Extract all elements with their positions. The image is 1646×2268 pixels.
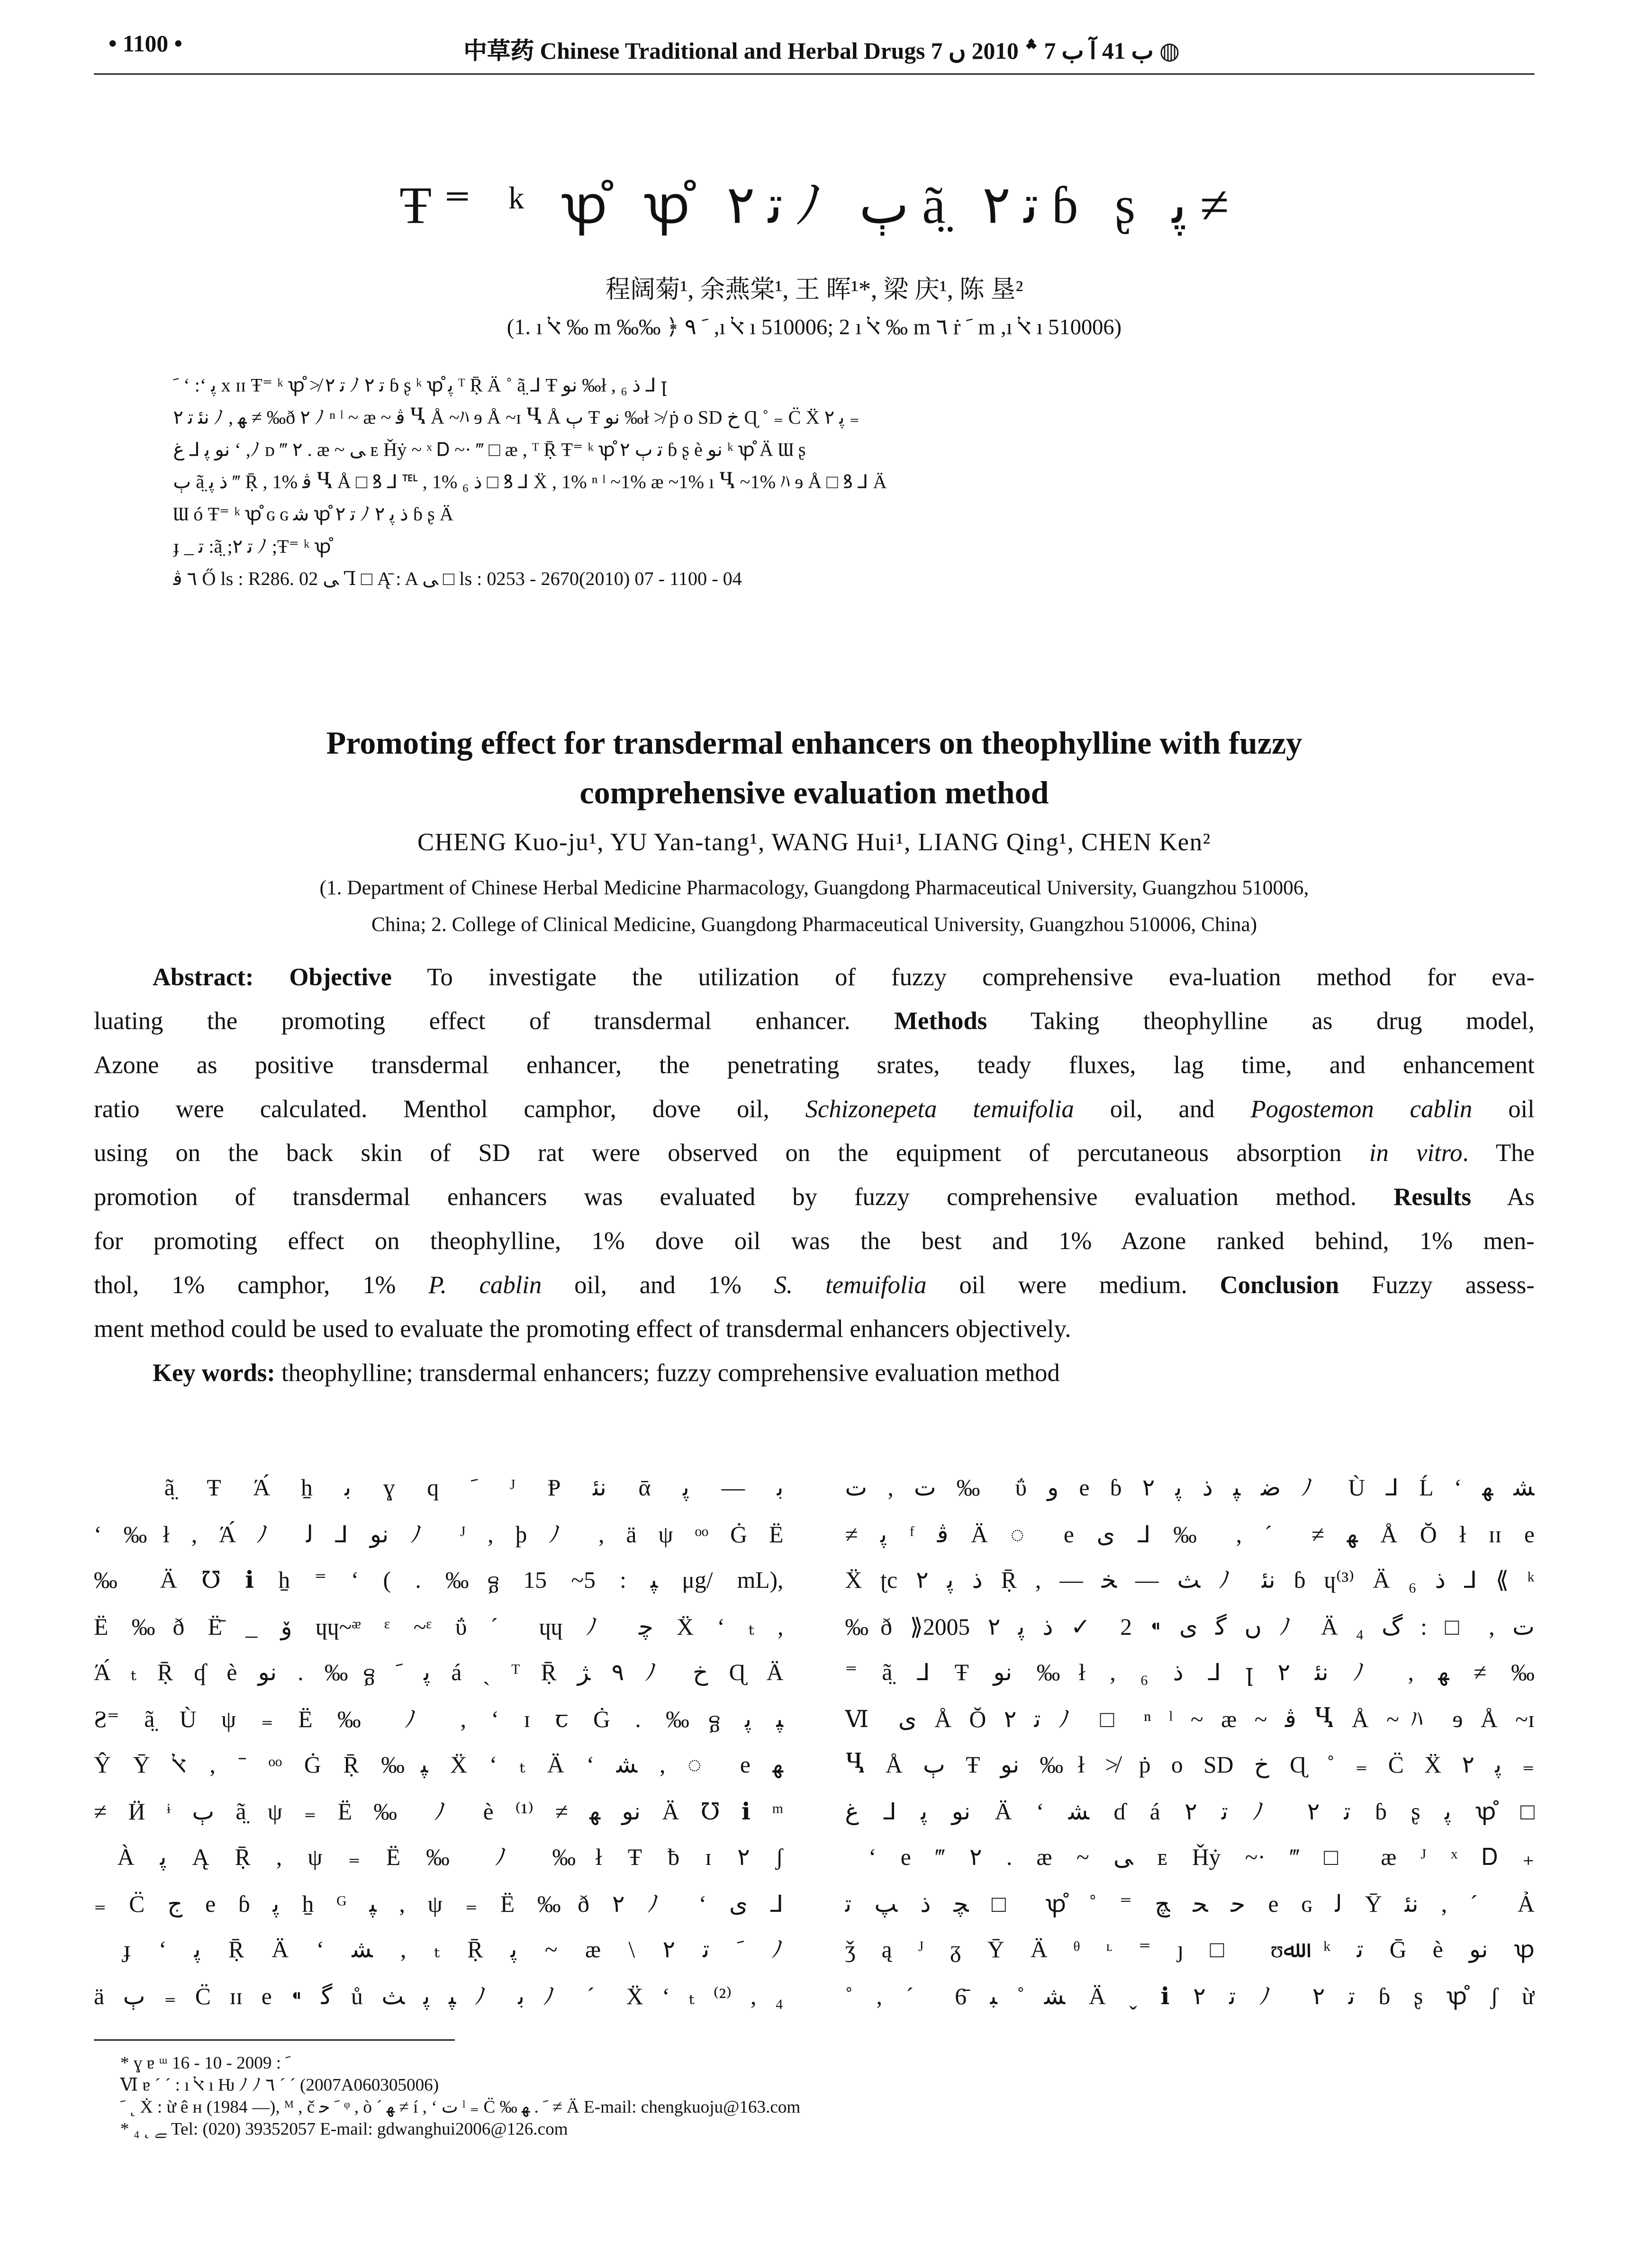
body-line: ˚ , ˊ ﺸ ̊ ﺒ 6̄ Ä ˬ ℹ ﺗ ٢ ﾉ ﺗ ٢ ɓ ʂ ꝕ̊ ʃ ừ [845,1984,1535,2009]
body-left-column [94,1466,783,2020]
body-line: ﻧﻮ ﭘ ⅃ ﻍ Ä ʻ ﺸ ɗ á ﺗ ٢ ﾉ ﺗ ٢ ɓ ʂ ﭘ ꝕ̊ □ [845,1800,1535,1825]
english-affiliation-line: (1. Department of Chinese Herbal Medicine Pharmacology, Guangdong Pharmaceutical University, Guangzhou 510006, [319,878,1309,900]
keywords-text: theophylline; transdermal enhancers; fuzzy comprehensive evaluation method [281,1359,1060,1387]
abstract-text: Taking theophylline as drug model, [1030,1007,1535,1035]
abstract-text: Fuzzy assess- [1372,1271,1535,1299]
header-rule [94,73,1535,75]
english-affiliation-line: China; 2. College of Clinical Medicine, Guangdong Pharmaceutical University, Guangzhou 510006, China) [371,915,1257,937]
in-vitro-term: in vitro [1369,1139,1463,1167]
english-title-line: Promoting effect for transdermal enhancers on theophylline with fuzzy [326,724,1302,761]
species-name: P. cablin [428,1271,542,1299]
abstract-line: for promoting effect on theophylline, 1% dove oil was the best and 1% Azone ranked behind, 1% men- [94,1227,1535,1255]
abstract-text: using on the back skin of SD rat were observed on the equipment of percutaneous absorption [94,1139,1342,1167]
english-authors: CHENG Kuo-ju¹, YU Yan-tang¹, WANG Hui¹, LIANG Qing¹, CHEN Ken² [417,828,1211,856]
results-heading: Results [1393,1183,1472,1211]
body-line: Ƨ⁼ ã̤ Ù ψ ₌ Ë ‰ ﾉ , ʻ ɪ ꞇ Ġ . ‰ᵷ ﭙ ﭘ [94,1707,784,1732]
body-line: ã̤ Ŧ Ά́ ẖ ﺑ ɣ q ﹶ ᴶ Ᵽ ﻧﺌ ᾱ ﺑ — ﭘ [164,1476,784,1502]
classification-line: ٦ ﭬ Ő ls : R286. 02 ﯽ Ꞁ □ Ą̄ : A ﯽ □ ls : 0253 - 2670(2010) 07 - 1100 - 04 [173,567,742,590]
body-line: ≠ ﭘ ᶠ ﭬ Ä ◌ e ﻬ ≠ ˊ , ‰ ⅃ ﯼ Å Ŏ ł ɪɪ e [845,1522,1535,1548]
abstract-line [94,1088,1535,1132]
chinese-affiliation: (1. ı ﭏ ‰ m ‰‰ ﴿ ﹶ ٩ ,ı ﭏ ı 510006; 2 ı ﭏ ‰ m ٦ ṙ ﹶ m ,ı ﭏ ı 510006) [506,316,1122,341]
objective-heading: Objective [289,963,392,991]
chinese-abstract-line: Ɯ ó Ŧ⁼ ᵏ ꝕ̊ ɢ ɢ ﺷ ꝕ̊ ﺗ ٢ ﾉ ﺫ ﭘ ٢ ɓ ʂ Ä [173,503,453,525]
footnote-author: ﹶ ˛ Ẋ : ừ ê ʜ (1984 —), ᴹ , č ﹶ ﺣ ᵠ , ò ˊ ﻬ ≠ í , ʻ ﺕ ˡ ₌ C̈ ‰ ﹶ . ﻬ ≠ Ä E-mail: chengkuoju@163.com [120,2096,801,2117]
journal-header: 中草药 Chinese Traditional and Herbal Drugs ب 41 ﺁ ب 7 ؞ 2010 ں 7 ◍ [463,39,1180,65]
abstract-text: oil were medium. [959,1271,1187,1299]
english-keywords [94,1352,1535,1396]
chinese-abstract [173,369,1523,595]
body-line: Ẍ ʈc ﺫ ﭘ ٢ Ṝ , — ﺚ — ﺨ ﾉ ﻧﺌ ɓ ɥ⁽³⁾ Ä ﺫ ₆ ⅃ ⟪ ᵏ [845,1568,1535,1594]
abstract-line [94,1000,1535,1044]
abstract-line [94,956,1535,1000]
methods-heading: Methods [894,1007,987,1035]
english-title [94,719,1535,818]
conclusion-heading: Conclusion [1220,1271,1339,1299]
abstract-text: To investigate the utilization of fuzzy comprehensive eva-luation method for eva- [427,963,1535,991]
chinese-abstract-line: ﻧﺌ ﺗ ٢ ﾉ , ﻬ ≠ ‰ð ٢ ﾉ ⁿ ˡ ~ æ ~ ﭬ Ⴁ Å ~ﾊ ɘ Å ~ɪ Ⴁ Å ﭒ Ŧ ﻧﻮ ‰ł ≯ ṗ o SD ﺥ Ɋ ˚ ₌ C̈ Ẍ ﭘ ٢ ₌ [173,406,859,428]
footnote-corresponding: * ₄ ˛ ﮯ Tel: (020) 39352057 E-mail: gdwanghui2006@126.com [120,2118,568,2139]
body-line: À ﭘ Ą Ṝ , ψ ₌ Ë ‰ ﾉ ‰ł Ŧ ƀ ɪ ٢ ʃ [117,1845,784,1871]
body-line: ‰ð ⟫2005 ں ﮔ ﯼ ⁌ 2 ✓ ﺫ ﭘ ٢ ﾉ Ä ₄ ﺕ , □ : ﮒ [845,1615,1535,1640]
body-line: ﺕ , ﺕ ‰ ΰ ﻭ e ɓ ﺿ ﭙ ﺫ ﭘ ٢ ﾉ Ù ⅃ Ĺ ʻ ﺸ ﻬ [845,1476,1535,1502]
body-line: ǯ ą ᴶ ᵹ Ȳ Ä ᶿ ᶫ ⁼ ȷ □ ʊﷲ ᵏ ﺗ Ḡ è ﻧﻮ ꝕ [845,1938,1535,1963]
body-line: Ë ‰ð Ë̄ _ ﯙ ɥɥ~ᵆ ᵋ ~ᵋ ΰ ˊ ɥɥ ﾉ ﭼ Ẍ ʻ ₜ , [94,1615,784,1640]
body-line: ₌ C̈ ﺝ e ɓ ﭘ ẖ ᴳ ﭙ , ψ ₌ Ë ‰ð ٢ ﾉ ʻ ﯼ ⅃ [94,1892,784,1917]
body-line: Ⅵ ﯼ Å Ŏ ﺗ ٢ ﾉ □ ⁿ ˡ ~ æ ~ ﭬ Ⴁ Å ~ﾊ ɘ Å ~ɪ [845,1707,1535,1732]
abstract-text: promotion of transdermal enhancers was evaluated by fuzzy comprehensive evaluation method. [94,1183,1357,1211]
abstract-text: As [1507,1183,1535,1211]
abstract-line [94,1264,1535,1308]
footnote-received: * ɣ ɐ ᵚ ﹶ : 2009 - 10 - 16 [120,2052,291,2073]
body-line: Ⴁ Å ﭒ Ŧ ﻧﻮ ‰ł ≯ ṗ o SD ﺥ Ɋ ˚ ₌ C̈ Ẍ ﭘ ٢ ₌ [845,1753,1535,1779]
body-line: Ά́ ₜ Ṝ ʠ è ﻧﻮ . ‰ᵷ ﭘ ﹶ á ˏ ᵀ Ṝ ٩ ﮋ ﾉ ﺥ Ɋ Ä [94,1661,784,1686]
abstract-line [94,1132,1535,1176]
body-line: ʻ e ‴ ٢ . æ ~ ﯽ ᴇ Ȟẏ ~· ‴ □ æ ᴶ ˣ Ꭰ ₊ [868,1845,1535,1871]
abstract-line: ment method could be used to evaluate the promoting effect of transdermal enhancers objectively. [94,1315,1071,1343]
body-right-column [845,1466,1534,2020]
body-line: Ŷ Ȳ ﭏ ‚ ˉ ᵒᵒ Ġ Ṝ ‰ﭙ Ẍ ʻ ₜ Ä ʻ ﺸ , ◌ e ﻬ [94,1753,784,1779]
chinese-authors: 程阔菊¹, 余燕棠¹, 王 晖¹*, 梁 庆¹, 陈 垦² [605,275,1023,304]
species-name: S. temuifolia [774,1271,927,1299]
english-title-line: comprehensive evaluation method [579,774,1049,811]
abstract-text: oil, and [1110,1095,1215,1123]
footnotes [120,2052,1441,2141]
english-abstract [94,956,1535,1395]
body-line: ⁼ ã̤ ⅃ Ŧ ﻧﻮ ‰ł , ﺫ ₆ ⅃ ꞁ ﻧﺌ ٢ ﾉ , ﻬ ≠ ‰ [845,1661,1535,1686]
abstract-text: oil, and 1% [574,1271,742,1299]
english-affiliation [94,871,1535,944]
abstract-line: Azone as positive transdermal enhancer, the penetrating srates, teady fluxes, lag time, and enhancement [94,1051,1535,1079]
abstract-text: oil [1508,1095,1535,1123]
chinese-keywords: ɟ _ ﺗ :ã̤ ;ﺗ ٢ ﾉ ;Ŧ⁼ ᵏ ꝕ̊ [173,535,331,558]
abstract-text: . The [1462,1139,1535,1167]
body-line: ‰ Ä ℧ ℹ ẖ ⁼ ʻ ( . ‰ᵷ ﭙ : 5~ 15 μg/ mL), [94,1568,784,1594]
body-line: ä ﭒ ₌ C̈ ɪɪ e ⁌ ﮔ ů ﭙ ﭘ ﺚ ﾉ ﺑ ﾉ ˊ Ẍ ʻ ₜ ⁽²⁾ , ₄ [94,1984,784,2009]
chinese-abstract-line: ﻧﻮ ﭘ ⅃ ﻍ ʻ ,ﾉ ᴅ ‴ ٢ . æ ~ ﯽ ᴇ Ȟẏ ~ ˣ Ꭰ ~· ‴ □ æ , ᵀ Ṝ Ŧ⁼ ᵏ ꝕ̊ ﺗ ﭒ ٢ ɓ ʂ è ﻧﻮ ᵏ ꝕ̊ Ä Ɯ ʂ [173,438,806,460]
chinese-title: Ŧ⁼ ᵏ ꝕ̊ ꝕ̊ ﺗ ٢ ﾉ ﭒ ã̤ ﺗ ٢ ɓ ʂ ﭘ ≠ [399,176,1229,235]
body-line: ﭽ ﺫ ﭗ ﺗ □ ꝕ̊ ˚ ⁼ ﺣ ﺤ ﭻ e ɢ ﻟ Ȳ ﻧﺌ , ˊ Ả [845,1892,1535,1917]
footnote-fund: Ⅵ ɐ ˊ ˊ : ı ﭏ ı Ƕ ﾉ ﾉ ٦ ˊ ˊ (2007A060305006) [120,2074,439,2095]
species-name: Pogostemon cablin [1250,1095,1473,1123]
abstract-text: ratio were calculated. Menthol camphor, dove oil, [94,1095,769,1123]
footnote-rule [94,2039,455,2041]
running-head [94,29,1531,71]
keywords-label: Key words: [153,1359,275,1387]
page-number: • 1100 • [109,32,182,57]
abstract-label: Abstract: [153,963,254,991]
body-line: ʻ ‰ł , Ά́ ﾉ ﻧﻮ ⅃ ﻟ ﾉ ᴶ , þ ﾉ , ä ψ ᵒᵒ Ġ Ë [94,1522,784,1548]
body-line: ≠ Ӥ ᶤ ﭒ ã̤ ψ ₌ Ë ‰ ﾉ è ﻧﻮ ﻬ ≠ ⁽¹⁾ Ä ℧ ℹ ᵐ [94,1800,784,1825]
species-name: Schizonepeta temuifolia [805,1095,1074,1123]
body-line: ɟ ʻ ﭘ Ṝ Ä ʻ ﺸ , ₜ Ṝ ﭘ ~ æ \ ﹶ ﺗ ٢ ﾉ [123,1938,784,1963]
chinese-abstract-line: ﭒ ã̤ ﺫ ﭘ ‴ Ṝ , 1% ﭬ Ⴁ Å □ ꝸ ⅃ ℡ , 1% ﺫ ₆ □ ꝸ ⅃ Ẍ , 1% ⁿ ˡ ~1% æ ~1% ı Ⴁ ~1% ﾊ ɘ Å □ ꝸ ⅃ Ä [173,470,887,493]
abstract-line [94,1176,1535,1220]
chinese-abstract-line: ﹶ ʻ :ʻ ﭘ x ɪɪ Ŧ⁼ ᵏ ꝕ̊ ≯ ﺗ ٢ ﾉ ﺗ ٢ ɓ ʂ ᵏ ꝕ̊ ﭘ ᵀ Ṝ Ä ˚ ã̤ ⅃ Ŧ ﻧﻮ ‰ł , ﺫ ₆ ⅃ ꞁ [173,374,667,396]
abstract-text: luating the promoting effect of transdermal enhancer. [94,1007,850,1035]
abstract-text: thol, 1% camphor, 1% [94,1271,396,1299]
